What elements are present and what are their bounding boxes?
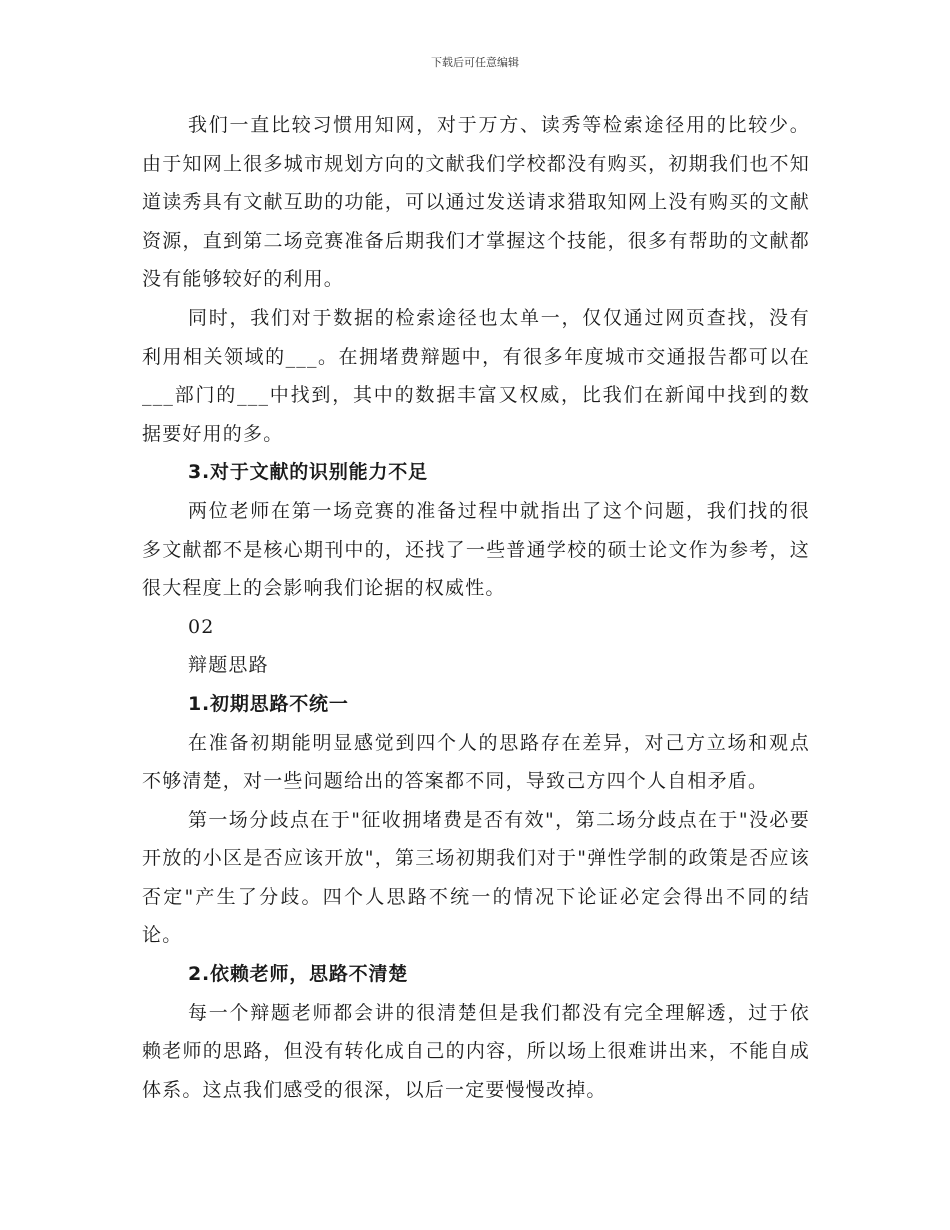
section-heading-literature-identification: 3.对于文献的识别能力不足 <box>188 461 428 484</box>
document-body <box>142 106 810 1109</box>
section-heading-teacher-dependence: 2.依赖老师，思路不清楚 <box>188 963 409 986</box>
paragraph-retrieval-channels: 同时，我们对于数据的检索途径也太单一，仅仅通过网页查找，没有利用相关领域的___。在拥堵费辩题中，有很多年度城市交通报告都可以在___部门的___中找到，其中的数据丰富又权威，比我们在新闻中找到的数据要好用的多。 <box>142 306 810 445</box>
page-header: 下载后可任意编辑 <box>431 56 519 69</box>
section-heading-initial-thinking: 1.初期思路不统一 <box>188 692 349 715</box>
paragraph-literature-identification: 两位老师在第一场竞赛的准备过程中就指出了这个问题，我们找的很多文献都不是核心期刊中的，还找了一些普通学校的硕士论文作为参考，这很大程度上的会影响我们论据的权威性。 <box>142 499 810 600</box>
section-number: 02 <box>188 615 215 638</box>
paragraph-divergence-points: 第一场分歧点在于"征收拥堵费是否有效"，第二场分歧点在于"没必要开放的小区是否应该开放"，第三场初期我们对于"弹性学制的政策是否应该否定"产生了分歧。四个人思路不统一的情况下论证必定会得出不同的结论。 <box>142 808 810 947</box>
paragraph-retrieval-habits: 我们一直比较习惯用知网，对于万方、读秀等检索途径用的比较少。由于知网上很多城市规划方向的文献我们学校都没有购买，初期我们也不知道读秀具有文献互助的功能，可以通过发送请求猎取知网上没有购买的文献资源，直到第二场竞赛准备后期我们才掌握这个技能，很多有帮助的文献都没有能够较好的利用。 <box>142 114 810 291</box>
section-title: 辩题思路 <box>188 654 269 677</box>
paragraph-initial-thinking: 在准备初期能明显感觉到四个人的思路存在差异，对己方立场和观点不够清楚，对一些问题给出的答案都不同，导致己方四个人自相矛盾。 <box>142 731 810 793</box>
paragraph-teacher-dependence: 每一个辩题老师都会讲的很清楚但是我们都没有完全理解透，过于依赖老师的思路，但没有转化成自己的内容，所以场上很难讲出来，不能自成体系。这点我们感受的很深，以后一定要慢慢改掉。 <box>142 1001 810 1101</box>
